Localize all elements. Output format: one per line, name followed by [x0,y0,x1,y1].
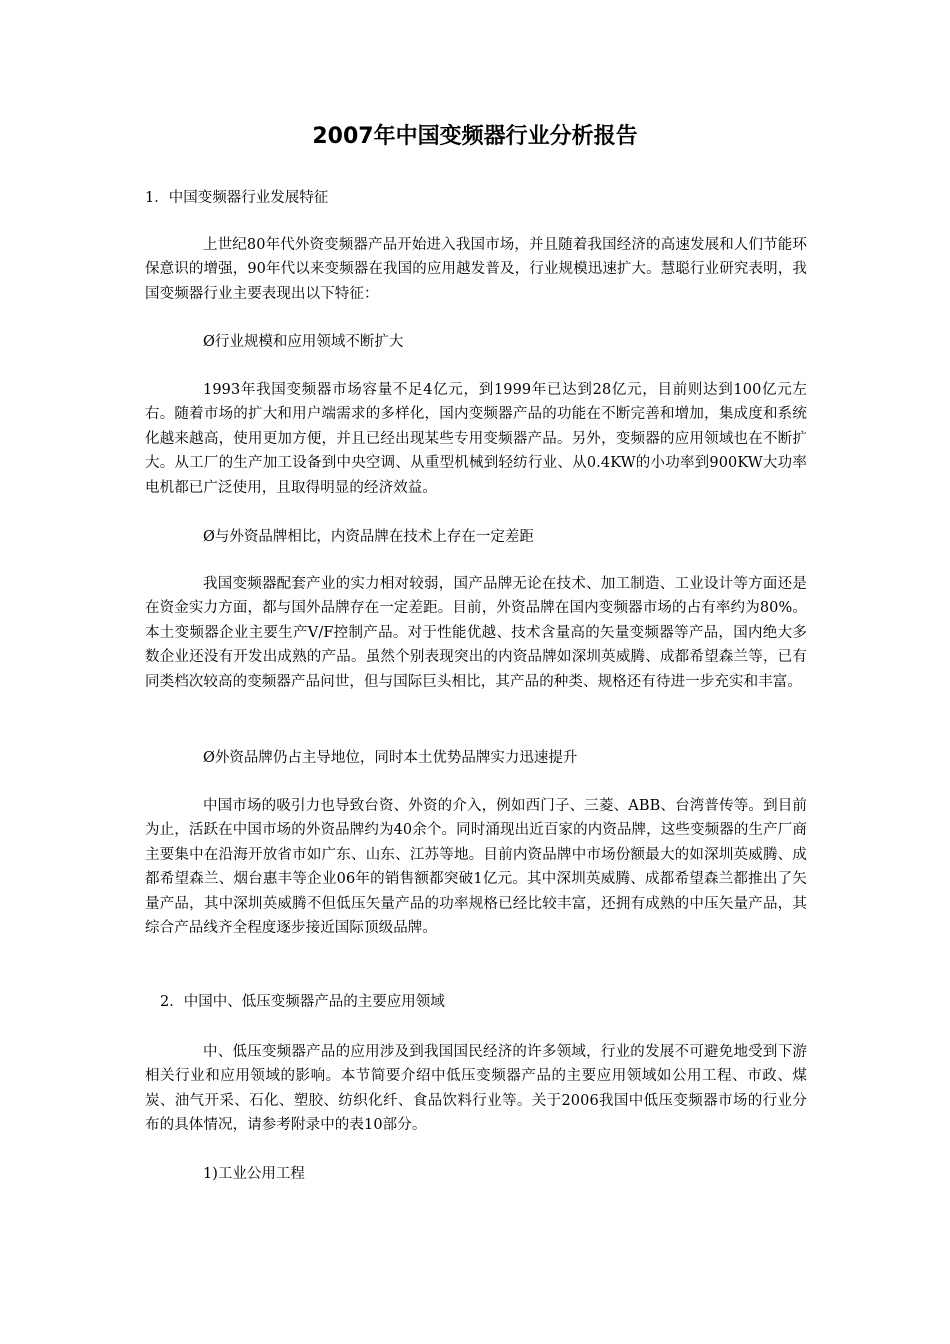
point-1-title: Ø行业规模和应用领域不断扩大 [203,334,404,350]
document-title: 2007年中国变频器行业分析报告 [312,124,638,149]
point-3-title: Ø外资品牌仍占主导地位，同时本土优势品牌实力迅速提升 [203,750,578,766]
section-1-intro-paragraph: 上世纪80年代外资变频器产品开始进入我国市场，并且随着我国经济的高速发展和人们节能环保意识的增强，90年代以来变频器在我国的应用越发普及，行业规模迅速扩大。慧聪行业研究表明，我国变频器行业主要表现出以下特征： [145,237,807,302]
point-3-paragraph: 中国市场的吸引力也导致台资、外资的介入，例如西门子、三菱、ABB、台湾普传等。到目前为止，活跃在中国市场的外资品牌约为40余个。同时涌现出近百家的内资品牌，这些变频器的生产厂商主要集中在沿海开放省市如广东、山东、江苏等地。目前内资品牌中市场份额最大的如深圳英威腾、成都希望森兰、烟台惠丰等企业06年的销售额都突破1亿元。其中深圳英威腾、成都希望森兰都推出了矢量产品，其中深圳英威腾不但低压矢量产品的功率规格已经比较丰富，还拥有成熟的中压矢量产品，其综合产品线齐全程度逐步接近国际顶级品牌。 [145,798,807,937]
subsection-1-heading: 1)工业公用工程 [203,1166,305,1182]
point-1-paragraph: 1993年我国变频器市场容量不足4亿元，到1999年已达到28亿元，目前则达到100亿元左右。随着市场的扩大和用户端需求的多样化，国内变频器产品的功能在不断完善和增加，集成度和系统化越来越高，使用更加方便，并且已经出现某些专用变频器产品。另外，变频器的应用领域也在不断扩大。从工厂的生产加工设备到中央空调、从重型机械到轻纺行业、从0.4KW的小功率到900KW大功率电机都已广泛使用，且取得明显的经济效益。 [145,382,807,496]
section-2-intro-paragraph: 中、低压变频器产品的应用涉及到我国国民经济的许多领域，行业的发展不可避免地受到下游相关行业和应用领域的影响。本节简要介绍中低压变频器产品的主要应用领域如公用工程、市政、煤炭、油气开采、石化、塑胶、纺织化纤、食品饮料行业等。关于2006我国中低压变频器市场的行业分布的具体情况，请参考附录中的表10部分。 [145,1044,807,1134]
section-1-heading: 1．中国变频器行业发展特征 [145,190,329,206]
section-2-heading: 2．中国中、低压变频器产品的主要应用领域 [160,994,445,1010]
point-2-title: Ø与外资品牌相比，内资品牌在技术上存在一定差距 [203,529,534,545]
point-2-paragraph: 我国变频器配套产业的实力相对较弱，国产品牌无论在技术、加工制造、工业设计等方面还是在资金实力方面，都与国外品牌存在一定差距。目前，外资品牌在国内变频器市场的占有率约为80%。本土变频器企业主要生产V/F控制产品。对于性能优越、技术含量高的矢量变频器等产品，国内绝大多数企业还没有开发出成熟的产品。虽然个别表现突出的内资品牌如深圳英威腾、成都希望森兰等，已有同类档次较高的变频器产品问世，但与国际巨头相比，其产品的种类、规格还有待进一步充实和丰富。 [145,576,807,690]
